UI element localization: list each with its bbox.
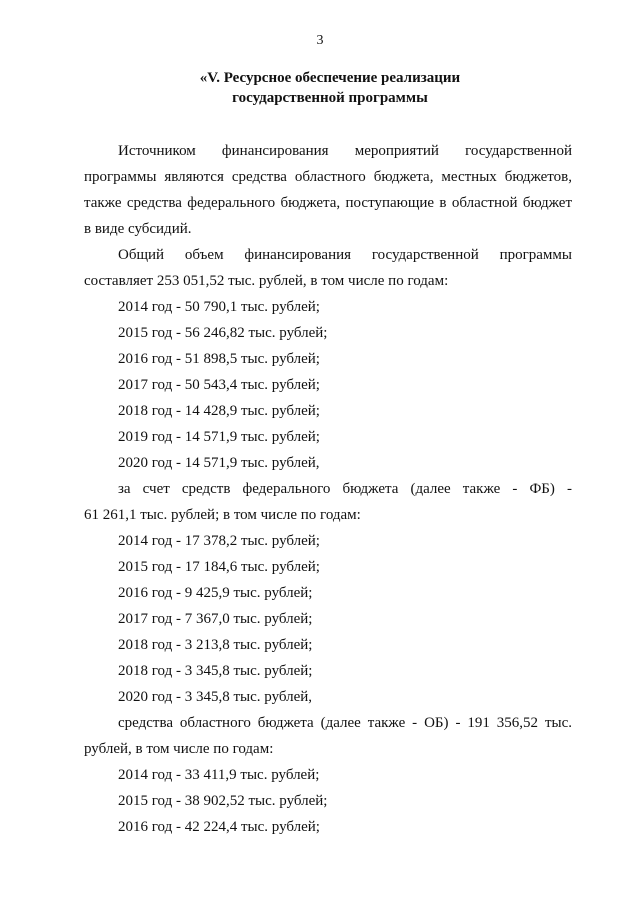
year-funding-line: 2017 год - 50 543,4 тыс. рублей; (118, 377, 320, 393)
year-funding-line: 2016 год - 42 224,4 тыс. рублей; (118, 819, 320, 835)
paragraph-line: также средства федерального бюджета, поступающие в областной бюджет (84, 195, 572, 211)
section-heading-line-2: государственной программы (232, 90, 428, 106)
regional-budget-year-list (84, 762, 572, 840)
federal-budget-year-list (84, 528, 572, 710)
year-funding-line: 2017 год - 7 367,0 тыс. рублей; (118, 611, 313, 627)
document-body (84, 138, 572, 840)
paragraph-line: за счет средств федерального бюджета (далее также - ФБ) - (118, 481, 572, 497)
paragraph-funding-sources (84, 138, 572, 242)
year-funding-line: 2016 год - 51 898,5 тыс. рублей; (118, 351, 320, 367)
paragraph-line: составляет 253 051,52 тыс. рублей, в том числе по годам: (84, 273, 449, 289)
paragraph-line: 61 261,1 тыс. рублей; в том числе по годам: (84, 507, 361, 523)
paragraph-regional-budget (84, 710, 572, 762)
year-funding-line: 2019 год - 14 571,9 тыс. рублей; (118, 429, 320, 445)
year-funding-line: 2018 год - 3 213,8 тыс. рублей; (118, 637, 313, 653)
year-funding-line: 2018 год - 14 428,9 тыс. рублей; (118, 403, 320, 419)
paragraph-line: Общий объем финансирования государственной программы (118, 247, 572, 263)
paragraph-line: рублей, в том числе по годам: (84, 741, 274, 757)
paragraph-federal-budget (84, 476, 572, 528)
year-funding-line: 2014 год - 33 411,9 тыс. рублей; (118, 767, 320, 783)
year-funding-line: 2014 год - 50 790,1 тыс. рублей; (118, 299, 320, 315)
year-funding-line: 2014 год - 17 378,2 тыс. рублей; (118, 533, 320, 549)
paragraph-line: Источником финансирования мероприятий государственной (118, 143, 572, 159)
year-funding-line: 2016 год - 9 425,9 тыс. рублей; (118, 585, 313, 601)
year-funding-line: 2020 год - 3 345,8 тыс. рублей, (118, 689, 313, 705)
total-funding-year-list (84, 294, 572, 476)
year-funding-line: 2015 год - 56 246,82 тыс. рублей; (118, 325, 328, 341)
paragraph-total-funding (84, 242, 572, 294)
paragraph-line: в виде субсидий. (84, 221, 192, 237)
year-funding-line: 2015 год - 38 902,52 тыс. рублей; (118, 793, 328, 809)
year-funding-line: 2015 год - 17 184,6 тыс. рублей; (118, 559, 320, 575)
paragraph-line: программы являются средства областного бюджета, местных бюджетов, (84, 169, 572, 185)
page-number: 3 (316, 33, 324, 48)
section-heading (80, 68, 580, 108)
section-heading-line-1: «V. Ресурсное обеспечение реализации (199, 70, 461, 86)
year-funding-line: 2020 год - 14 571,9 тыс. рублей, (118, 455, 320, 471)
paragraph-line: средства областного бюджета (далее также - ОБ) - 191 356,52 тыс. (118, 715, 572, 731)
year-funding-line: 2018 год - 3 345,8 тыс. рублей; (118, 663, 313, 679)
